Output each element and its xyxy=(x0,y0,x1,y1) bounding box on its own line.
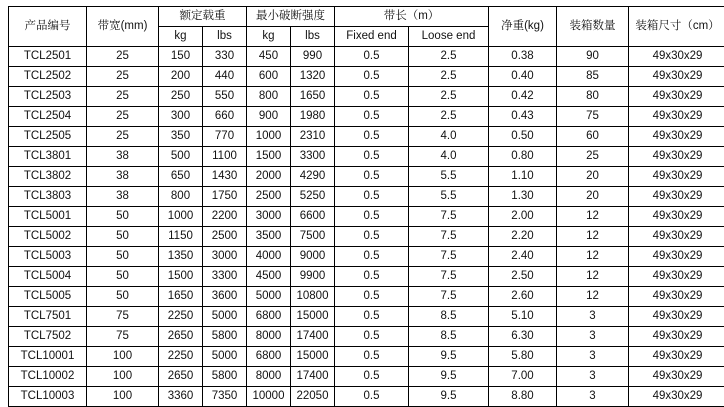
cell-load-lbs: 5800 xyxy=(203,367,247,387)
cell-loose-end: 2.5 xyxy=(409,107,489,127)
cell-net-weight: 8.80 xyxy=(489,387,557,407)
cell-loose-end: 2.5 xyxy=(409,47,489,67)
cell-fixed-end: 0.5 xyxy=(335,367,409,387)
cell-net-weight: 0.43 xyxy=(489,107,557,127)
column-subheader-load-lbs: lbs xyxy=(203,27,247,47)
cell-net-weight: 6.30 xyxy=(489,327,557,347)
table-row xyxy=(9,107,724,127)
cell-carton-quantity: 3 xyxy=(557,387,629,407)
cell-load-kg: 800 xyxy=(159,187,203,207)
cell-net-weight: 1.30 xyxy=(489,187,557,207)
cell-model: TCL5003 xyxy=(9,247,87,267)
column-header-belt-length: 带长（m） xyxy=(335,7,489,27)
table-row xyxy=(9,147,724,167)
cell-belt-width: 50 xyxy=(87,207,159,227)
cell-load-lbs: 1430 xyxy=(203,167,247,187)
cell-carton-size: 49x30x29 xyxy=(629,287,724,307)
column-header-rated-load: 额定载重 xyxy=(159,7,247,27)
cell-model: TCL3801 xyxy=(9,147,87,167)
cell-net-weight: 0.42 xyxy=(489,87,557,107)
cell-break-kg: 800 xyxy=(247,87,291,107)
cell-belt-width: 50 xyxy=(87,287,159,307)
table-row xyxy=(9,287,724,307)
cell-break-kg: 600 xyxy=(247,67,291,87)
table-row xyxy=(9,267,724,287)
cell-break-lbs: 9900 xyxy=(291,267,335,287)
cell-break-kg: 8000 xyxy=(247,327,291,347)
cell-belt-width: 50 xyxy=(87,267,159,287)
cell-carton-quantity: 12 xyxy=(557,267,629,287)
cell-loose-end: 5.5 xyxy=(409,167,489,187)
cell-carton-size: 49x30x29 xyxy=(629,367,724,387)
table-row xyxy=(9,207,724,227)
cell-belt-width: 38 xyxy=(87,147,159,167)
cell-loose-end: 5.5 xyxy=(409,187,489,207)
cell-fixed-end: 0.5 xyxy=(335,267,409,287)
cell-model: TCL2505 xyxy=(9,127,87,147)
cell-belt-width: 25 xyxy=(87,127,159,147)
cell-break-lbs: 4290 xyxy=(291,167,335,187)
cell-belt-width: 100 xyxy=(87,387,159,407)
cell-loose-end: 2.5 xyxy=(409,67,489,87)
table-row xyxy=(9,367,724,387)
cell-break-kg: 3000 xyxy=(247,207,291,227)
table-row xyxy=(9,327,724,347)
cell-loose-end: 7.5 xyxy=(409,287,489,307)
cell-load-lbs: 3600 xyxy=(203,287,247,307)
cell-loose-end: 8.5 xyxy=(409,327,489,347)
cell-net-weight: 2.20 xyxy=(489,227,557,247)
cell-belt-width: 25 xyxy=(87,87,159,107)
cell-carton-quantity: 80 xyxy=(557,87,629,107)
cell-loose-end: 4.0 xyxy=(409,147,489,167)
cell-carton-size: 49x30x29 xyxy=(629,247,724,267)
cell-carton-quantity: 75 xyxy=(557,107,629,127)
cell-load-kg: 1650 xyxy=(159,287,203,307)
cell-break-lbs: 7500 xyxy=(291,227,335,247)
cell-break-kg: 4000 xyxy=(247,247,291,267)
cell-fixed-end: 0.5 xyxy=(335,207,409,227)
cell-load-lbs: 5000 xyxy=(203,307,247,327)
cell-net-weight: 5.80 xyxy=(489,347,557,367)
cell-break-lbs: 1980 xyxy=(291,107,335,127)
cell-load-lbs: 1100 xyxy=(203,147,247,167)
table-row xyxy=(9,347,724,367)
cell-load-lbs: 5800 xyxy=(203,327,247,347)
cell-carton-size: 49x30x29 xyxy=(629,67,724,87)
cell-model: TCL7502 xyxy=(9,327,87,347)
cell-model: TCL10002 xyxy=(9,367,87,387)
cell-belt-width: 25 xyxy=(87,107,159,127)
table-row xyxy=(9,247,724,267)
cell-belt-width: 50 xyxy=(87,247,159,267)
cell-carton-quantity: 20 xyxy=(557,187,629,207)
cell-fixed-end: 0.5 xyxy=(335,387,409,407)
cell-loose-end: 7.5 xyxy=(409,227,489,247)
table-row xyxy=(9,307,724,327)
cell-carton-size: 49x30x29 xyxy=(629,347,724,367)
cell-carton-quantity: 3 xyxy=(557,327,629,347)
cell-break-lbs: 2310 xyxy=(291,127,335,147)
cell-load-lbs: 3000 xyxy=(203,247,247,267)
cell-loose-end: 8.5 xyxy=(409,307,489,327)
cell-break-lbs: 5250 xyxy=(291,187,335,207)
cell-load-kg: 2650 xyxy=(159,367,203,387)
cell-net-weight: 2.40 xyxy=(489,247,557,267)
cell-fixed-end: 0.5 xyxy=(335,327,409,347)
cell-break-kg: 2000 xyxy=(247,167,291,187)
cell-break-kg: 3500 xyxy=(247,227,291,247)
cell-model: TCL5004 xyxy=(9,267,87,287)
cell-loose-end: 7.5 xyxy=(409,207,489,227)
cell-break-lbs: 9000 xyxy=(291,247,335,267)
cell-carton-size: 49x30x29 xyxy=(629,387,724,407)
cell-fixed-end: 0.5 xyxy=(335,47,409,67)
cell-carton-quantity: 60 xyxy=(557,127,629,147)
cell-load-lbs: 330 xyxy=(203,47,247,67)
cell-load-kg: 3360 xyxy=(159,387,203,407)
cell-fixed-end: 0.5 xyxy=(335,287,409,307)
cell-load-kg: 250 xyxy=(159,87,203,107)
cell-carton-quantity: 90 xyxy=(557,47,629,67)
column-header-net-weight: 净重(kg) xyxy=(489,7,557,47)
cell-model: TCL10001 xyxy=(9,347,87,367)
cell-fixed-end: 0.5 xyxy=(335,307,409,327)
column-subheader-loose-end: Loose end xyxy=(409,27,489,47)
cell-load-kg: 1500 xyxy=(159,267,203,287)
table-row xyxy=(9,67,724,87)
column-header-belt-width: 带宽(mm) xyxy=(87,7,159,47)
cell-load-lbs: 770 xyxy=(203,127,247,147)
table-row xyxy=(9,167,724,187)
cell-break-lbs: 6600 xyxy=(291,207,335,227)
cell-carton-size: 49x30x29 xyxy=(629,187,724,207)
cell-model: TCL3802 xyxy=(9,167,87,187)
table-row xyxy=(9,127,724,147)
cell-carton-size: 49x30x29 xyxy=(629,107,724,127)
cell-load-kg: 300 xyxy=(159,107,203,127)
cell-net-weight: 0.40 xyxy=(489,67,557,87)
cell-carton-quantity: 12 xyxy=(557,247,629,267)
column-header-breaking-strength: 最小破断强度 xyxy=(247,7,335,27)
cell-break-kg: 900 xyxy=(247,107,291,127)
cell-break-lbs: 17400 xyxy=(291,327,335,347)
cell-load-kg: 2250 xyxy=(159,307,203,327)
cell-fixed-end: 0.5 xyxy=(335,167,409,187)
cell-belt-width: 38 xyxy=(87,187,159,207)
cell-model: TCL2503 xyxy=(9,87,87,107)
cell-belt-width: 75 xyxy=(87,327,159,347)
cell-carton-size: 49x30x29 xyxy=(629,207,724,227)
cell-loose-end: 7.5 xyxy=(409,267,489,287)
table-header xyxy=(9,7,724,47)
cell-load-kg: 350 xyxy=(159,127,203,147)
cell-loose-end: 9.5 xyxy=(409,387,489,407)
cell-model: TCL7501 xyxy=(9,307,87,327)
cell-carton-quantity: 85 xyxy=(557,67,629,87)
cell-carton-quantity: 3 xyxy=(557,307,629,327)
cell-load-lbs: 2200 xyxy=(203,207,247,227)
cell-model: TCL2504 xyxy=(9,107,87,127)
cell-load-kg: 1350 xyxy=(159,247,203,267)
product-spec-table xyxy=(8,6,724,407)
cell-loose-end: 9.5 xyxy=(409,347,489,367)
cell-break-kg: 450 xyxy=(247,47,291,67)
cell-load-lbs: 7350 xyxy=(203,387,247,407)
cell-load-kg: 1150 xyxy=(159,227,203,247)
cell-break-lbs: 17400 xyxy=(291,367,335,387)
cell-belt-width: 50 xyxy=(87,227,159,247)
cell-fixed-end: 0.5 xyxy=(335,127,409,147)
cell-carton-size: 49x30x29 xyxy=(629,327,724,347)
cell-carton-quantity: 12 xyxy=(557,207,629,227)
cell-carton-quantity: 20 xyxy=(557,167,629,187)
cell-fixed-end: 0.5 xyxy=(335,87,409,107)
cell-carton-quantity: 25 xyxy=(557,147,629,167)
cell-break-kg: 6800 xyxy=(247,307,291,327)
column-header-carton-size: 装箱尺寸（cm） xyxy=(629,7,724,47)
column-subheader-break-lbs: lbs xyxy=(291,27,335,47)
cell-loose-end: 9.5 xyxy=(409,367,489,387)
cell-load-kg: 650 xyxy=(159,167,203,187)
cell-load-lbs: 1750 xyxy=(203,187,247,207)
cell-model: TCL5001 xyxy=(9,207,87,227)
cell-carton-size: 49x30x29 xyxy=(629,87,724,107)
cell-fixed-end: 0.5 xyxy=(335,107,409,127)
cell-carton-size: 49x30x29 xyxy=(629,127,724,147)
table-row xyxy=(9,47,724,67)
cell-net-weight: 0.80 xyxy=(489,147,557,167)
column-header-model: 产品编号 xyxy=(9,7,87,47)
cell-load-kg: 1000 xyxy=(159,207,203,227)
cell-break-kg: 5000 xyxy=(247,287,291,307)
cell-model: TCL10003 xyxy=(9,387,87,407)
table-row xyxy=(9,87,724,107)
cell-break-lbs: 990 xyxy=(291,47,335,67)
cell-model: TCL2502 xyxy=(9,67,87,87)
cell-belt-width: 100 xyxy=(87,367,159,387)
cell-belt-width: 75 xyxy=(87,307,159,327)
column-subheader-fixed-end: Fixed end xyxy=(335,27,409,47)
cell-carton-size: 49x30x29 xyxy=(629,267,724,287)
cell-model: TCL5002 xyxy=(9,227,87,247)
cell-net-weight: 5.10 xyxy=(489,307,557,327)
cell-load-kg: 200 xyxy=(159,67,203,87)
cell-fixed-end: 0.5 xyxy=(335,187,409,207)
cell-loose-end: 2.5 xyxy=(409,87,489,107)
cell-load-lbs: 3300 xyxy=(203,267,247,287)
column-header-carton-quantity: 装箱数量 xyxy=(557,7,629,47)
cell-net-weight: 0.38 xyxy=(489,47,557,67)
cell-break-lbs: 15000 xyxy=(291,307,335,327)
cell-break-kg: 10000 xyxy=(247,387,291,407)
cell-fixed-end: 0.5 xyxy=(335,347,409,367)
cell-carton-size: 49x30x29 xyxy=(629,167,724,187)
cell-load-lbs: 660 xyxy=(203,107,247,127)
column-subheader-load-kg: kg xyxy=(159,27,203,47)
column-subheader-break-kg: kg xyxy=(247,27,291,47)
cell-belt-width: 38 xyxy=(87,167,159,187)
cell-fixed-end: 0.5 xyxy=(335,147,409,167)
cell-fixed-end: 0.5 xyxy=(335,247,409,267)
cell-break-kg: 6800 xyxy=(247,347,291,367)
cell-belt-width: 25 xyxy=(87,67,159,87)
cell-net-weight: 0.50 xyxy=(489,127,557,147)
cell-carton-size: 49x30x29 xyxy=(629,227,724,247)
cell-break-lbs: 10800 xyxy=(291,287,335,307)
cell-break-lbs: 1650 xyxy=(291,87,335,107)
cell-carton-quantity: 3 xyxy=(557,347,629,367)
table-row xyxy=(9,227,724,247)
cell-net-weight: 2.60 xyxy=(489,287,557,307)
cell-load-kg: 2650 xyxy=(159,327,203,347)
cell-carton-size: 49x30x29 xyxy=(629,47,724,67)
cell-load-lbs: 2500 xyxy=(203,227,247,247)
cell-break-kg: 4500 xyxy=(247,267,291,287)
cell-loose-end: 7.5 xyxy=(409,247,489,267)
cell-load-kg: 2250 xyxy=(159,347,203,367)
cell-fixed-end: 0.5 xyxy=(335,67,409,87)
cell-break-lbs: 3300 xyxy=(291,147,335,167)
cell-break-lbs: 22050 xyxy=(291,387,335,407)
cell-break-kg: 2500 xyxy=(247,187,291,207)
table-row xyxy=(9,187,724,207)
cell-load-lbs: 550 xyxy=(203,87,247,107)
cell-carton-size: 49x30x29 xyxy=(629,307,724,327)
cell-net-weight: 7.00 xyxy=(489,367,557,387)
cell-model: TCL2501 xyxy=(9,47,87,67)
cell-load-kg: 150 xyxy=(159,47,203,67)
cell-belt-width: 100 xyxy=(87,347,159,367)
cell-break-kg: 1500 xyxy=(247,147,291,167)
cell-carton-quantity: 3 xyxy=(557,367,629,387)
cell-load-kg: 500 xyxy=(159,147,203,167)
cell-model: TCL5005 xyxy=(9,287,87,307)
cell-net-weight: 1.10 xyxy=(489,167,557,187)
table-body xyxy=(9,47,724,407)
cell-break-lbs: 15000 xyxy=(291,347,335,367)
cell-load-lbs: 5000 xyxy=(203,347,247,367)
table-header-row-top xyxy=(9,7,724,27)
cell-belt-width: 25 xyxy=(87,47,159,67)
cell-load-lbs: 440 xyxy=(203,67,247,87)
cell-net-weight: 2.00 xyxy=(489,207,557,227)
cell-fixed-end: 0.5 xyxy=(335,227,409,247)
cell-carton-size: 49x30x29 xyxy=(629,147,724,167)
cell-carton-quantity: 12 xyxy=(557,227,629,247)
cell-break-lbs: 1320 xyxy=(291,67,335,87)
cell-net-weight: 2.50 xyxy=(489,267,557,287)
cell-loose-end: 4.0 xyxy=(409,127,489,147)
cell-break-kg: 1000 xyxy=(247,127,291,147)
cell-model: TCL3803 xyxy=(9,187,87,207)
cell-carton-quantity: 12 xyxy=(557,287,629,307)
cell-break-kg: 8000 xyxy=(247,367,291,387)
